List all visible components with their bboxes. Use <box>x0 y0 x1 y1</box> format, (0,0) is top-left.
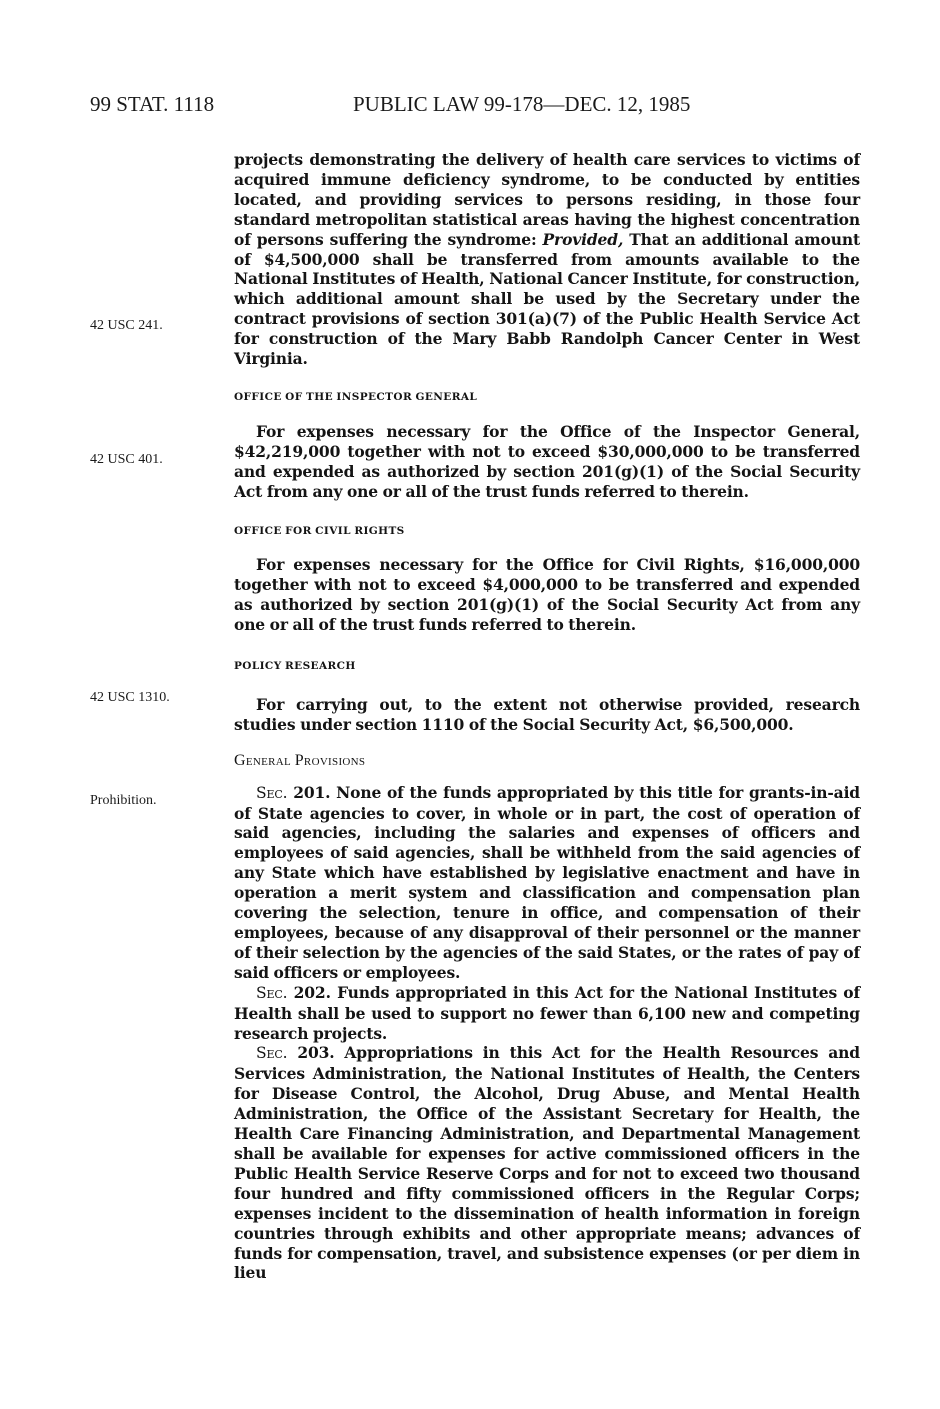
paragraph-policy-research: For carrying out, to the extent not otherwise provided, research studies under section 1110 of the Social Security Act, $6,500,000. <box>234 694 860 734</box>
section-label: Sec. <box>256 783 288 802</box>
heading-civil-rights: OFFICE FOR CIVIL RIGHTS <box>234 524 405 537</box>
paragraph-aids-projects <box>234 150 860 369</box>
paragraph-text: That an additional amount of $4,500,000 shall be transferred from amounts available to the National Institutes of Health, National Cancer Institute, for construction, which additional amount shall be used by the Secretary under the contract provisions of section 301(a)(7) of the Public Health Service Act for construction of the Mary Babb Randolph Cancer Center in West Virginia. <box>234 229 860 369</box>
margin-note-42-usc-241: 42 USC 241. <box>90 318 163 333</box>
provided-emphasis: Provided, <box>542 229 624 249</box>
section-text: 201. None of the funds appropriated by this title for grants-in-aid of State agencies to cover, in whole or in part, the cost of operation of said agencies, including the salaries and expenses of officers and employees of said agencies, shall be withheld from the said agencies of any State which have established by legislative enactment and have in operation a merit system and classification and compensation plan covering the selection, tenure in office, and compensation of their employees, because of any disapproval of their personnel or the manner of their selection by the agencies of the said States, or the rates of pay of said officers or employees. <box>234 782 860 982</box>
heading-policy-research: POLICY RESEARCH <box>234 660 356 673</box>
section-label: Sec. <box>256 983 288 1002</box>
margin-note-42-usc-1310: 42 USC 1310. <box>90 690 170 705</box>
margin-note-42-usc-401: 42 USC 401. <box>90 452 163 467</box>
section-label: Sec. <box>256 1044 288 1063</box>
paragraph-inspector-general: For expenses necessary for the Office of the Inspector General, $42,219,000 together with not to exceed $30,000,000 to be transferred and expended as authorized by section 201(g)(1) of the Social Security Act from any one or all of the trust funds referred to therein. <box>234 421 860 501</box>
public-law-title: PUBLIC LAW 99-178—DEC. 12, 1985 <box>353 92 691 116</box>
section-201 <box>234 783 860 983</box>
page-header <box>90 92 880 122</box>
statute-page-number: 99 STAT. 1118 <box>90 92 215 116</box>
section-text: 202. Funds appropriated in this Act for the National Institutes of Health shall be used to support no fewer than 6,100 new and competing research projects. <box>234 982 860 1043</box>
paragraph-text: projects demonstrating the delivery of health care services to victims of acquired immune deficiency syndrome, to be conducted by entities located, and providing services to persons residing, in those four standard metropolitan statistical areas having the highest concentration of persons suffering the syndrome: <box>234 150 860 249</box>
section-203 <box>234 1043 860 1283</box>
heading-inspector-general: OFFICE OF THE INSPECTOR GENERAL <box>234 390 478 403</box>
margin-note-prohibition: Prohibition. <box>90 793 157 808</box>
section-202 <box>234 983 860 1044</box>
paragraph-civil-rights: For expenses necessary for the Office for Civil Rights, $16,000,000 together with not to exceed $4,000,000 to be transferred and expended as authorized by section 201(g)(1) of the Social Security Act from any one or all of the trust funds referred to therein. <box>234 555 860 635</box>
section-text: 203. Appropriations in this Act for the Health Resources and Services Administration, the National Institutes of Health, the Centers for Disease Control, the Alcohol, Drug Abuse, and Mental Health Administration, the Office of the Assistant Secretary for Health, the Health Care Financing Administration, and Departmental Management shall be available for expenses for active commissioned officers in the Public Health Service Reserve Corps and for not to exceed two thousand four hundred and fifty commissioned officers in the Regular Corps; expenses incident to the dissemination of health information in foreign countries through exhibits and other appropriate means; advances of funds for compensation, travel, and subsistence expenses (or per diem in lieu <box>234 1043 860 1283</box>
document-body <box>234 150 860 1283</box>
heading-general-provisions: General Provisions <box>234 751 366 769</box>
